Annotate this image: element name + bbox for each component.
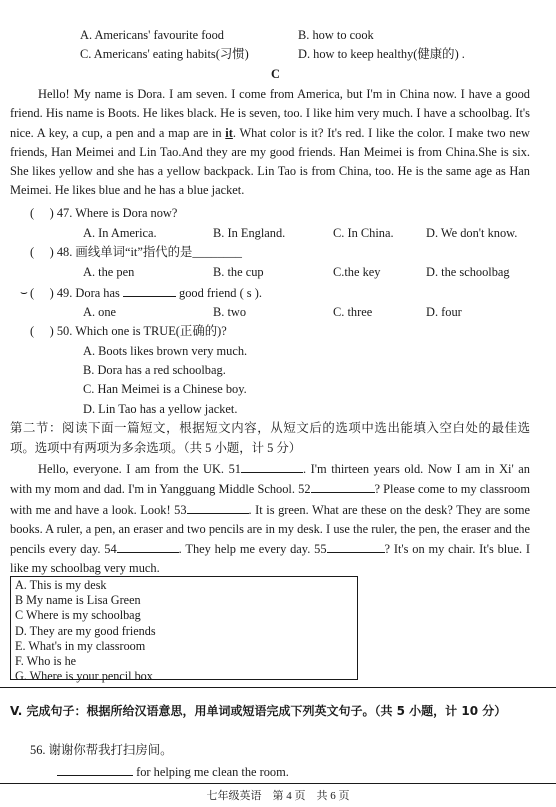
prev-option-d: D. how to keep healthy(健康的) . <box>298 47 465 61</box>
passage-c <box>10 85 530 201</box>
section-c-title: C <box>271 67 280 81</box>
q48-option-c: C.the key <box>333 265 381 279</box>
prev-option-a: A. Americans' favourite food <box>80 28 224 42</box>
q49-stem-end: good friend ( s ). <box>175 286 262 300</box>
q49-option-c: C. three <box>333 305 373 319</box>
box-option-c: C Where is my schoolbag <box>15 608 141 623</box>
blank-52 <box>311 479 375 493</box>
section-2-heading: 第二节：阅读下面一篇短文，根据短文内容，从短文后的选项中选出能填入空白处的最佳选项。选项中有两项为多余选项。（共 5 小题，计 5 分） <box>10 421 530 455</box>
s2-text-2: . I'm thirteen years old. Now I am in Xi' an with my mom and dad. I'm in Yangguang Middle School. 52 <box>10 462 530 497</box>
question-56: 56. 谢谢你帮我打扫房间。 <box>30 743 173 757</box>
box-option-e: E. What's in my classroom <box>15 638 146 653</box>
q49-option-d: D. four <box>426 305 462 319</box>
section-5-heading: V. 完成句子：根据所给汉语意思，用单词或短语完成下列英文句子。（共 5 小题，计 10 分） <box>10 704 507 718</box>
underlined-it: it <box>225 125 233 140</box>
q48-option-d: D. the schoolbag <box>426 265 510 279</box>
s2-text-6: ? It's on my chair. It's blue. I like my schoolbag very much. <box>10 542 530 576</box>
box-option-g: G. Where is your pencil box <box>15 669 153 684</box>
options-box <box>10 576 358 684</box>
q47-option-d: D. We don't know. <box>426 226 518 240</box>
page-footer: 七年级英语 第 4 页 共 6 页 <box>206 790 350 802</box>
s2-text-5: . They help me every day. 55 <box>178 542 327 557</box>
question-48: ( ) 48. 画线单词“it”指代的是________ <box>30 245 242 259</box>
q50-option-d: D. Lin Tao has a yellow jacket. <box>83 402 238 416</box>
blank-55 <box>327 539 385 553</box>
box-option-f: F. Who is he <box>15 654 77 669</box>
prev-option-b: B. how to cook <box>298 28 374 42</box>
blank-54 <box>117 539 179 553</box>
box-option-d: D. They are my good friends <box>15 623 156 638</box>
q50-option-a: A. Boots likes brown very much. <box>83 344 248 358</box>
box-option-a: A. This is my desk <box>15 578 107 592</box>
q48-option-b: B. the cup <box>213 265 264 279</box>
section-2-passage <box>10 459 530 579</box>
passage-c-part2: . What color is it? It's red. I like the color. I make two new friends, Han Meimei and Lin Tao.And they are my good friends. Han Meimei is from China.She is six. She likes yellow and she has a yellow backpack. Lin Tao is from China, too. He is the same age as Han Meimei. He likes blue and he has a blue jacket. <box>10 125 530 198</box>
blank-51 <box>241 459 303 473</box>
q48-option-a: A. the pen <box>83 265 135 279</box>
s2-text-3: ? Please come to my classroom with me and have a look. Look! 53 <box>10 482 530 517</box>
q47-option-a: A. In America. <box>83 226 157 240</box>
blank-53 <box>187 500 249 514</box>
q49-option-b: B. two <box>213 305 247 319</box>
s2-text-1: Hello, everyone. I am from the UK. 51 <box>38 462 241 476</box>
divider <box>0 687 556 688</box>
question-49 <box>30 283 262 303</box>
s2-text-4: . It is green. What are these on the desk? They are some books. A ruler, a pen, an eraser and two pencils are in my desk. I use the ruler, the pen, the eraser and the pencils every day. 54 <box>10 502 530 557</box>
question-56-answer-line <box>57 762 289 782</box>
margin-mark: ⌣ <box>20 285 28 299</box>
q47-option-c: C. In China. <box>333 226 394 240</box>
q47-option-b: B. In England. <box>213 226 286 240</box>
q49-stem-start: ( ) 49. Dora has <box>30 286 123 300</box>
question-50: ( ) 50. Which one is TRUE(正确的)? <box>30 324 227 338</box>
q50-option-c: C. Han Meimei is a Chinese boy. <box>83 382 247 396</box>
passage-c-part1: Hello! My name is Dora. I am seven. I come from America, but I'm in China now. I have a good friend. His name is Boots. He likes black. He is seven, too. I like him very much. I have a schoolbag. It's nice. A key, a cup, a pen and a map are in <box>10 87 530 140</box>
footer-divider <box>0 783 556 784</box>
question-47: ( ) 47. Where is Dora now? <box>30 206 178 220</box>
box-option-b: B My name is Lisa Green <box>15 593 141 608</box>
prev-option-c: C. Americans' eating habits(习惯) <box>80 47 249 61</box>
q50-option-b: B. Dora has a red schoolbag. <box>83 363 226 377</box>
blank-56 <box>57 762 133 776</box>
q49-blank <box>123 283 176 297</box>
q56-sentence: for helping me clean the room. <box>133 765 289 779</box>
q49-option-a: A. one <box>83 305 117 319</box>
